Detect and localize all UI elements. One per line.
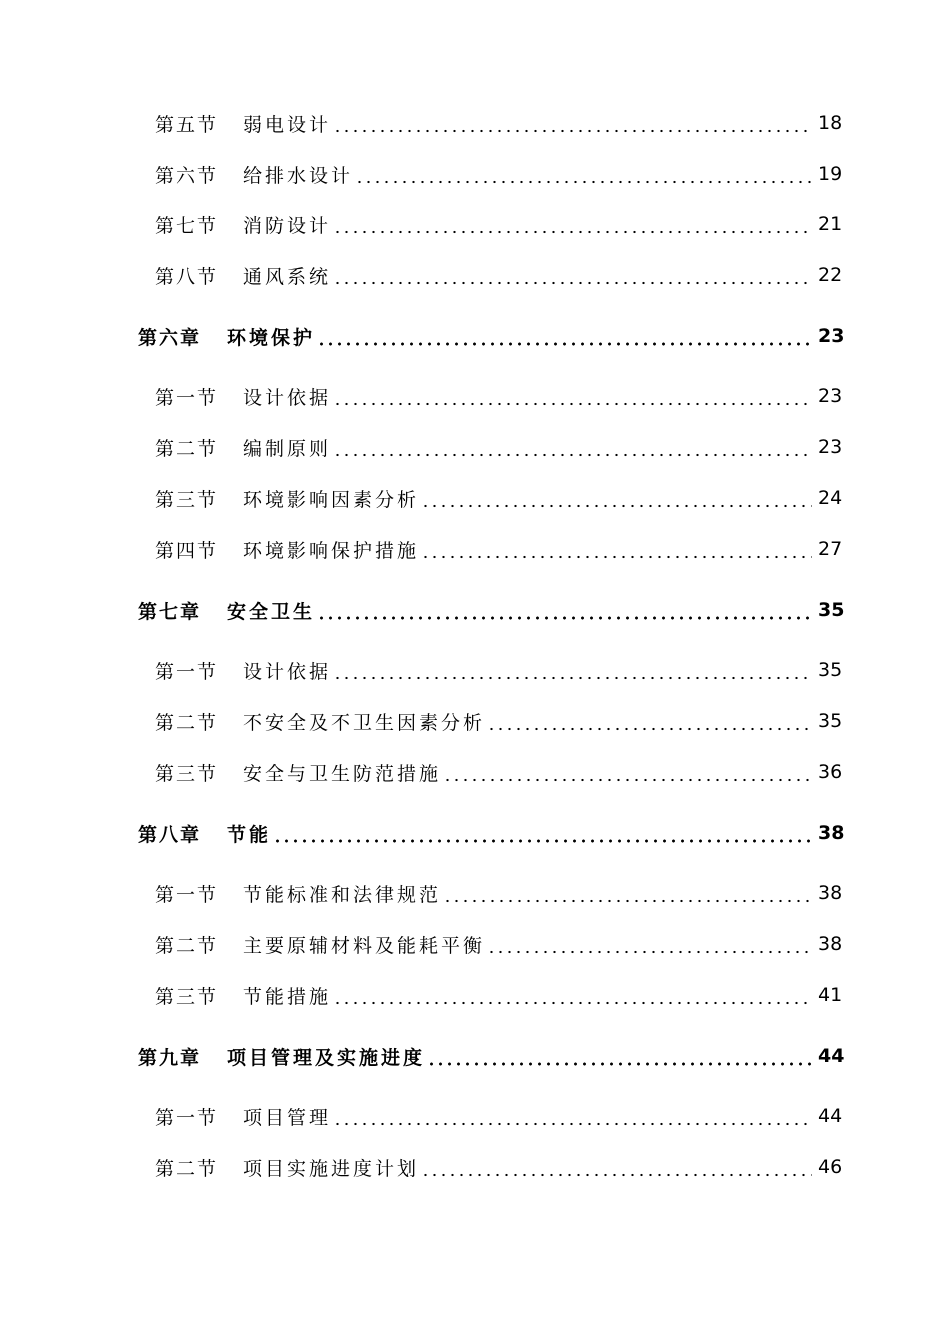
- toc-entry[interactable]: [0, 483, 950, 513]
- toc-chapter-entry[interactable]: [0, 1041, 950, 1071]
- toc-entry-number: 第一节: [155, 883, 219, 906]
- toc-entry-title: 编制原则: [243, 437, 332, 460]
- dot-leader: [487, 711, 812, 731]
- toc-entry-number: 第一节: [155, 386, 219, 409]
- toc-entry[interactable]: [0, 1152, 950, 1182]
- dot-leader: [487, 934, 812, 954]
- toc-entry-title: 环境影响因素分析: [243, 488, 420, 511]
- toc-entry-number: 第四节: [155, 539, 219, 562]
- toc-entry-title: 环境影响保护措施: [243, 539, 420, 562]
- toc-entry-title: 不安全及不卫生因素分析: [243, 711, 486, 734]
- dot-leader: [333, 437, 812, 457]
- toc-entry-title: 节能: [227, 823, 272, 846]
- toc-entry[interactable]: [0, 209, 950, 239]
- dot-leader: [443, 762, 812, 782]
- toc-entry-number: 第二节: [155, 934, 219, 957]
- toc-entry-title: 主要原辅材料及能耗平衡: [243, 934, 486, 957]
- dot-leader: [443, 883, 812, 903]
- toc-entry-title: 节能措施: [243, 985, 332, 1008]
- toc-entry-title: 给排水设计: [243, 164, 354, 187]
- dot-leader: [317, 326, 812, 346]
- toc-entry-page: 38: [818, 882, 843, 904]
- toc-entry-page: 35: [818, 599, 845, 621]
- dot-leader: [421, 488, 812, 508]
- toc-entry-title: 通风系统: [243, 265, 332, 288]
- toc-entry[interactable]: [0, 108, 950, 138]
- toc-entry-title: 设计依据: [243, 660, 332, 683]
- toc-entry-title: 安全与卫生防范措施: [243, 762, 442, 785]
- toc-entry[interactable]: [0, 929, 950, 959]
- toc-entry[interactable]: [0, 980, 950, 1010]
- toc-entry-page: 35: [818, 659, 843, 681]
- dot-leader: [355, 164, 812, 184]
- toc-entry-number: 第九章: [138, 1046, 202, 1069]
- toc-entry-title: 节能标准和法律规范: [243, 883, 442, 906]
- toc-entry-number: 第三节: [155, 488, 219, 511]
- toc-entry-title: 项目管理及实施进度: [227, 1046, 426, 1069]
- toc-entry-title: 安全卫生: [227, 600, 316, 623]
- toc-entry-number: 第五节: [155, 113, 219, 136]
- toc-entry[interactable]: [0, 534, 950, 564]
- toc-entry-title: 环境保护: [227, 326, 316, 349]
- dot-leader: [421, 539, 812, 559]
- toc-chapter-entry[interactable]: [0, 321, 950, 351]
- toc-entry-number: 第七节: [155, 214, 219, 237]
- dot-leader: [333, 1106, 812, 1126]
- toc-entry-number: 第六节: [155, 164, 219, 187]
- toc-entry-number: 第二节: [155, 437, 219, 460]
- toc-entry-number: 第三节: [155, 985, 219, 1008]
- toc-entry-number: 第二节: [155, 1157, 219, 1180]
- dot-leader: [421, 1157, 812, 1177]
- toc-entry-page: 24: [818, 487, 843, 509]
- toc-entry-title: 消防设计: [243, 214, 332, 237]
- toc-entry-number: 第八节: [155, 265, 219, 288]
- toc-entry-number: 第八章: [138, 823, 202, 846]
- toc-entry[interactable]: [0, 706, 950, 736]
- toc-entry[interactable]: [0, 757, 950, 787]
- toc-entry[interactable]: [0, 432, 950, 462]
- toc-entry-title: 弱电设计: [243, 113, 332, 136]
- toc-entry-page: 19: [818, 163, 843, 185]
- toc-entry[interactable]: [0, 159, 950, 189]
- toc-entry-page: 44: [818, 1105, 843, 1127]
- toc-entry-page: 41: [818, 984, 843, 1006]
- toc-entry-page: 18: [818, 112, 843, 134]
- toc-entry[interactable]: [0, 878, 950, 908]
- toc-entry-number: 第一节: [155, 660, 219, 683]
- toc-entry-number: 第二节: [155, 711, 219, 734]
- toc-entry-number: 第三节: [155, 762, 219, 785]
- dot-leader: [333, 113, 812, 133]
- toc-entry[interactable]: [0, 655, 950, 685]
- dot-leader: [333, 214, 812, 234]
- toc-entry-number: 第一节: [155, 1106, 219, 1129]
- toc-chapter-entry[interactable]: [0, 818, 950, 848]
- dot-leader: [427, 1046, 812, 1066]
- toc-entry-page: 27: [818, 538, 843, 560]
- toc-entry-page: 46: [818, 1156, 843, 1178]
- dot-leader: [333, 985, 812, 1005]
- toc-entry-page: 44: [818, 1045, 845, 1067]
- dot-leader: [333, 386, 812, 406]
- toc-entry-page: 23: [818, 436, 843, 458]
- toc-entry-page: 38: [818, 822, 845, 844]
- dot-leader: [273, 823, 812, 843]
- toc-entry-title: 项目实施进度计划: [243, 1157, 420, 1180]
- toc-entry[interactable]: [0, 260, 950, 290]
- toc-entry-page: 21: [818, 213, 843, 235]
- dot-leader: [333, 265, 812, 285]
- dot-leader: [333, 660, 812, 680]
- toc-entry[interactable]: [0, 1101, 950, 1131]
- toc-entry-number: 第六章: [138, 326, 202, 349]
- toc-chapter-entry[interactable]: [0, 595, 950, 625]
- toc-entry-page: 36: [818, 761, 843, 783]
- toc-entry-page: 23: [818, 325, 845, 347]
- toc-entry-page: 23: [818, 385, 843, 407]
- toc-entry-page: 38: [818, 933, 843, 955]
- toc-entry-title: 设计依据: [243, 386, 332, 409]
- toc-entry-page: 22: [818, 264, 843, 286]
- toc-entry-number: 第七章: [138, 600, 202, 623]
- dot-leader: [317, 600, 812, 620]
- toc-entry-page: 35: [818, 710, 843, 732]
- toc-entry[interactable]: [0, 381, 950, 411]
- toc-entry-title: 项目管理: [243, 1106, 332, 1129]
